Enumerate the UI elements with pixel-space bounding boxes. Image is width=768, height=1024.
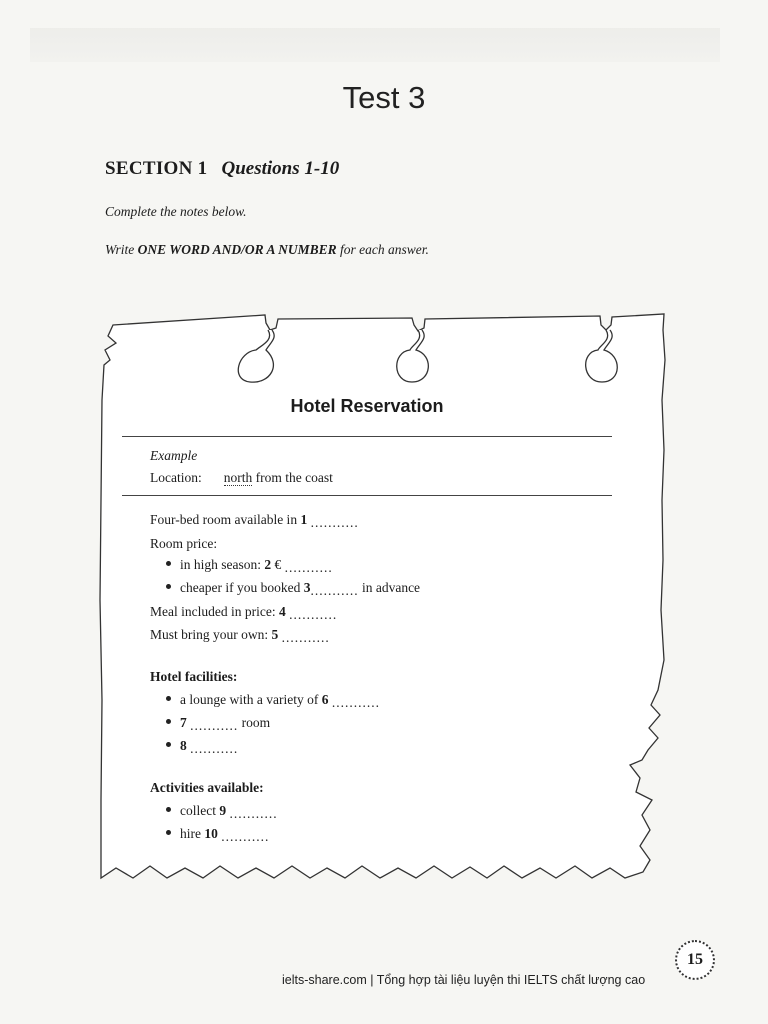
answer-blank[interactable]: ........... <box>331 695 380 710</box>
example-answer: north <box>223 470 253 485</box>
answer-blank[interactable]: ........... <box>190 741 239 756</box>
example-line: Location: north from the coast <box>150 470 333 485</box>
question-3: cheaper if you booked 3........... in advance <box>166 580 420 596</box>
divider <box>122 495 612 496</box>
question-10: hire 10 ........... <box>166 826 269 842</box>
answer-blank[interactable]: ........... <box>281 630 330 645</box>
section-questions: Questions 1-10 <box>221 158 340 179</box>
answer-blank[interactable]: ........... <box>310 583 359 598</box>
bullet-icon <box>166 830 171 835</box>
footer-source: ielts-share.com | Tổng hợp tài liệu luyện thi IELTS chất lượng cao <box>282 973 646 987</box>
instruction-complete-notes: Complete the notes below. <box>105 204 247 219</box>
answer-blank[interactable]: ........... <box>190 718 239 733</box>
question-9: collect 9 ........... <box>166 803 278 819</box>
test-title: Test 3 <box>342 80 426 115</box>
activities-heading: Activities available: <box>150 780 264 795</box>
answer-blank[interactable]: ........... <box>289 607 338 622</box>
question-5: Must bring your own: 5 ........... <box>150 627 330 645</box>
question-2: in high season: 2 € ........... <box>166 557 333 573</box>
question-1: Four-bed room available in 1 ........... <box>150 512 359 530</box>
facilities-heading: Hotel facilities: <box>150 669 238 684</box>
question-8: 8 ........... <box>166 738 238 754</box>
bullet-icon <box>166 584 171 589</box>
question-6: a lounge with a variety of 6 ........... <box>166 692 380 708</box>
bullet-icon <box>166 719 171 724</box>
example-label: Example <box>150 448 198 463</box>
instruction-word-limit: Write ONE WORD AND/OR A NUMBER for each answer. <box>105 242 429 257</box>
word-limit-emphasis: ONE WORD AND/OR A NUMBER <box>137 242 337 257</box>
question-7: 7 ........... room <box>166 715 270 731</box>
question-4: Meal included in price: 4 ........... <box>150 604 338 622</box>
bullet-icon <box>166 807 171 812</box>
section-label: SECTION 1 <box>105 158 208 179</box>
page-number-badge: 15 <box>675 940 715 980</box>
bullet-icon <box>166 742 171 747</box>
bullet-icon <box>166 561 171 566</box>
answer-blank[interactable]: ........... <box>229 806 278 821</box>
answer-blank[interactable]: ........... <box>284 560 333 575</box>
bullet-icon <box>166 696 171 701</box>
divider <box>122 436 612 437</box>
room-price-label: Room price: <box>150 536 218 551</box>
answer-blank[interactable]: ........... <box>310 515 359 530</box>
notes-title: Hotel Reservation <box>290 396 444 416</box>
answer-blank[interactable]: ........... <box>221 829 270 844</box>
